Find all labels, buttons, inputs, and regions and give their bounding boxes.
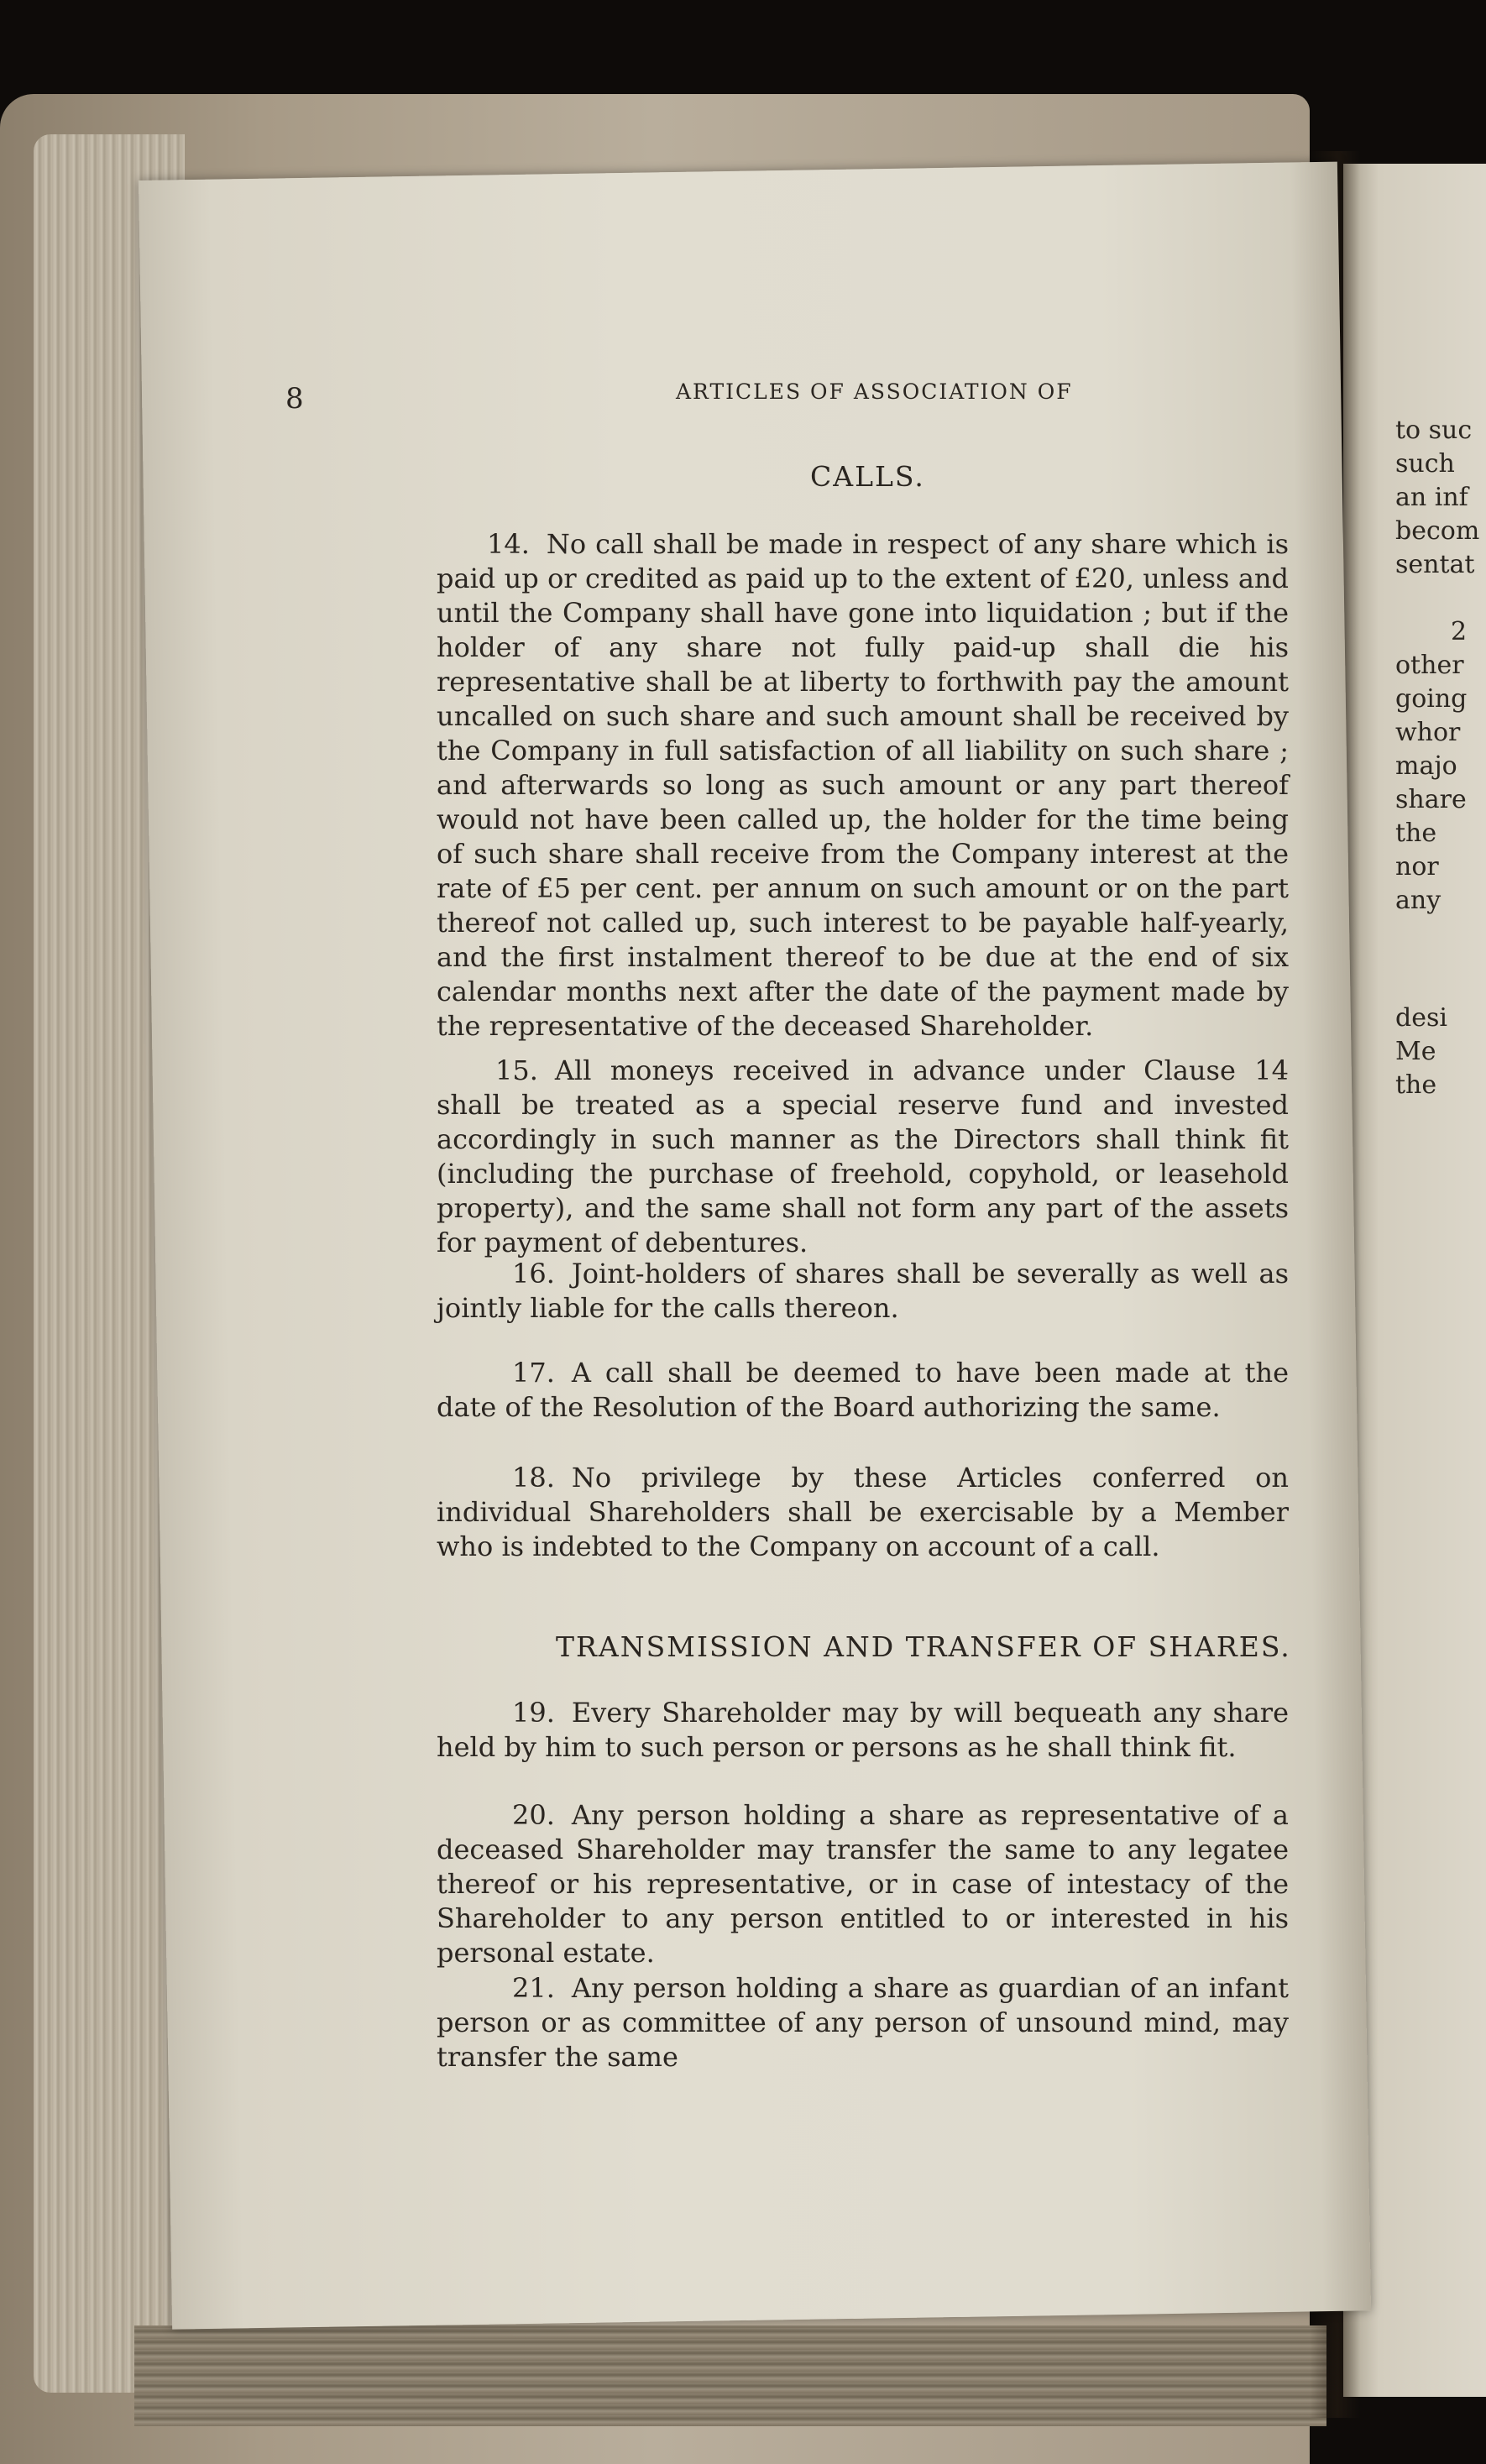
facing-line: majo — [1395, 751, 1457, 781]
clause-text: All moneys received in advance under Clause 14 shall be treated as a special reserve fund and invested accordingly in such manner as the Directors shall think fit (including the purchase of freehold, copyhold, or leasehold property), and the same shall not form any part of the assets for payment of debentures. — [437, 1054, 1289, 1258]
clause-number: 21. — [512, 1972, 555, 2004]
clause-14 — [437, 527, 1289, 1044]
running-head: ARTICLES OF ASSOCIATION OF — [676, 379, 1073, 404]
facing-line: whor — [1395, 718, 1461, 747]
clause-text: Joint-holders of shares shall be severally as well as jointly liable for the calls thereon. — [437, 1258, 1289, 1324]
facing-line: becom — [1395, 516, 1480, 546]
facing-line: such — [1395, 449, 1455, 479]
clause-number: 19. — [512, 1697, 555, 1729]
clause-16 — [437, 1257, 1289, 1326]
facing-line: any — [1395, 886, 1442, 915]
section-heading-transmission: TRANSMISSION AND TRANSFER OF SHARES. — [556, 1630, 1291, 1663]
clause-text: No privilege by these Articles conferred on individual Shareholders shall be exercisable by a Member who is indebted to the Company on account of a call. — [437, 1462, 1289, 1562]
clause-number: 16. — [512, 1258, 555, 1290]
clause-15 — [437, 1054, 1289, 1260]
facing-line: Me — [1395, 1037, 1436, 1066]
clause-19 — [437, 1696, 1289, 1765]
clause-21 — [437, 1971, 1289, 2074]
facing-line: to suc — [1395, 416, 1473, 445]
section-heading-calls: CALLS. — [810, 460, 925, 493]
page-number: 8 — [285, 382, 304, 416]
facing-line: share — [1395, 785, 1467, 814]
facing-line: sentat — [1395, 550, 1475, 579]
facing-line: the — [1395, 819, 1437, 848]
facing-line: other — [1395, 651, 1464, 680]
facing-line: desi — [1395, 1003, 1447, 1033]
clause-text: Every Shareholder may by will bequeath any share held by him to such person or persons as he shall think fit. — [437, 1697, 1289, 1763]
clause-18 — [437, 1461, 1289, 1564]
clause-text: No call shall be made in respect of any share which is paid up or credited as paid up to the extent of £20, unless and until the Company shall have gone into liquidation ; but if the holder of any share not fully paid-up shall die his representative shall be at liberty to forthwith pay the amount uncalled on such share and such amount shall be received by the Company in full satisfaction of all liability on such share ; and afterwards so long as such amount or any part thereof would not have been called up, the holder for the time being of such share shall receive from the Company interest at the rate of £5 per cent. per annum on such amount or on the part thereof not called up, such interest to be payable half-yearly, and the first instalment thereof to be due at the end of six calendar months next after the date of the payment made by the representative of the deceased Shareholder. — [437, 528, 1289, 1042]
clause-number: 17. — [512, 1357, 555, 1389]
clause-text: A call shall be deemed to have been made at the date of the Resolution of the Board authorizing the same. — [437, 1357, 1289, 1423]
clause-text: Any person holding a share as guardian of an infant person or as committee of any person of unsound mind, may transfer the same — [437, 1972, 1289, 2073]
facing-line: 2 — [1451, 617, 1468, 646]
clause-number: 15. — [495, 1054, 538, 1086]
clause-number: 18. — [512, 1462, 555, 1494]
clause-20 — [437, 1798, 1289, 1970]
facing-line: the — [1395, 1070, 1437, 1100]
clause-17 — [437, 1356, 1289, 1425]
clause-number: 14. — [487, 528, 530, 560]
page-stack-bottom-edge — [134, 2325, 1326, 2426]
clause-number: 20. — [512, 1799, 555, 1831]
facing-line: an inf — [1395, 483, 1468, 512]
facing-line: nor — [1395, 852, 1439, 881]
facing-line: going — [1395, 684, 1468, 714]
clause-text: Any person holding a share as representative of a deceased Shareholder may transfer the same to any legatee thereof or his representative, or in case of intestacy of the Shareholder to any person entitled to or interested in his personal estate. — [437, 1799, 1289, 1969]
